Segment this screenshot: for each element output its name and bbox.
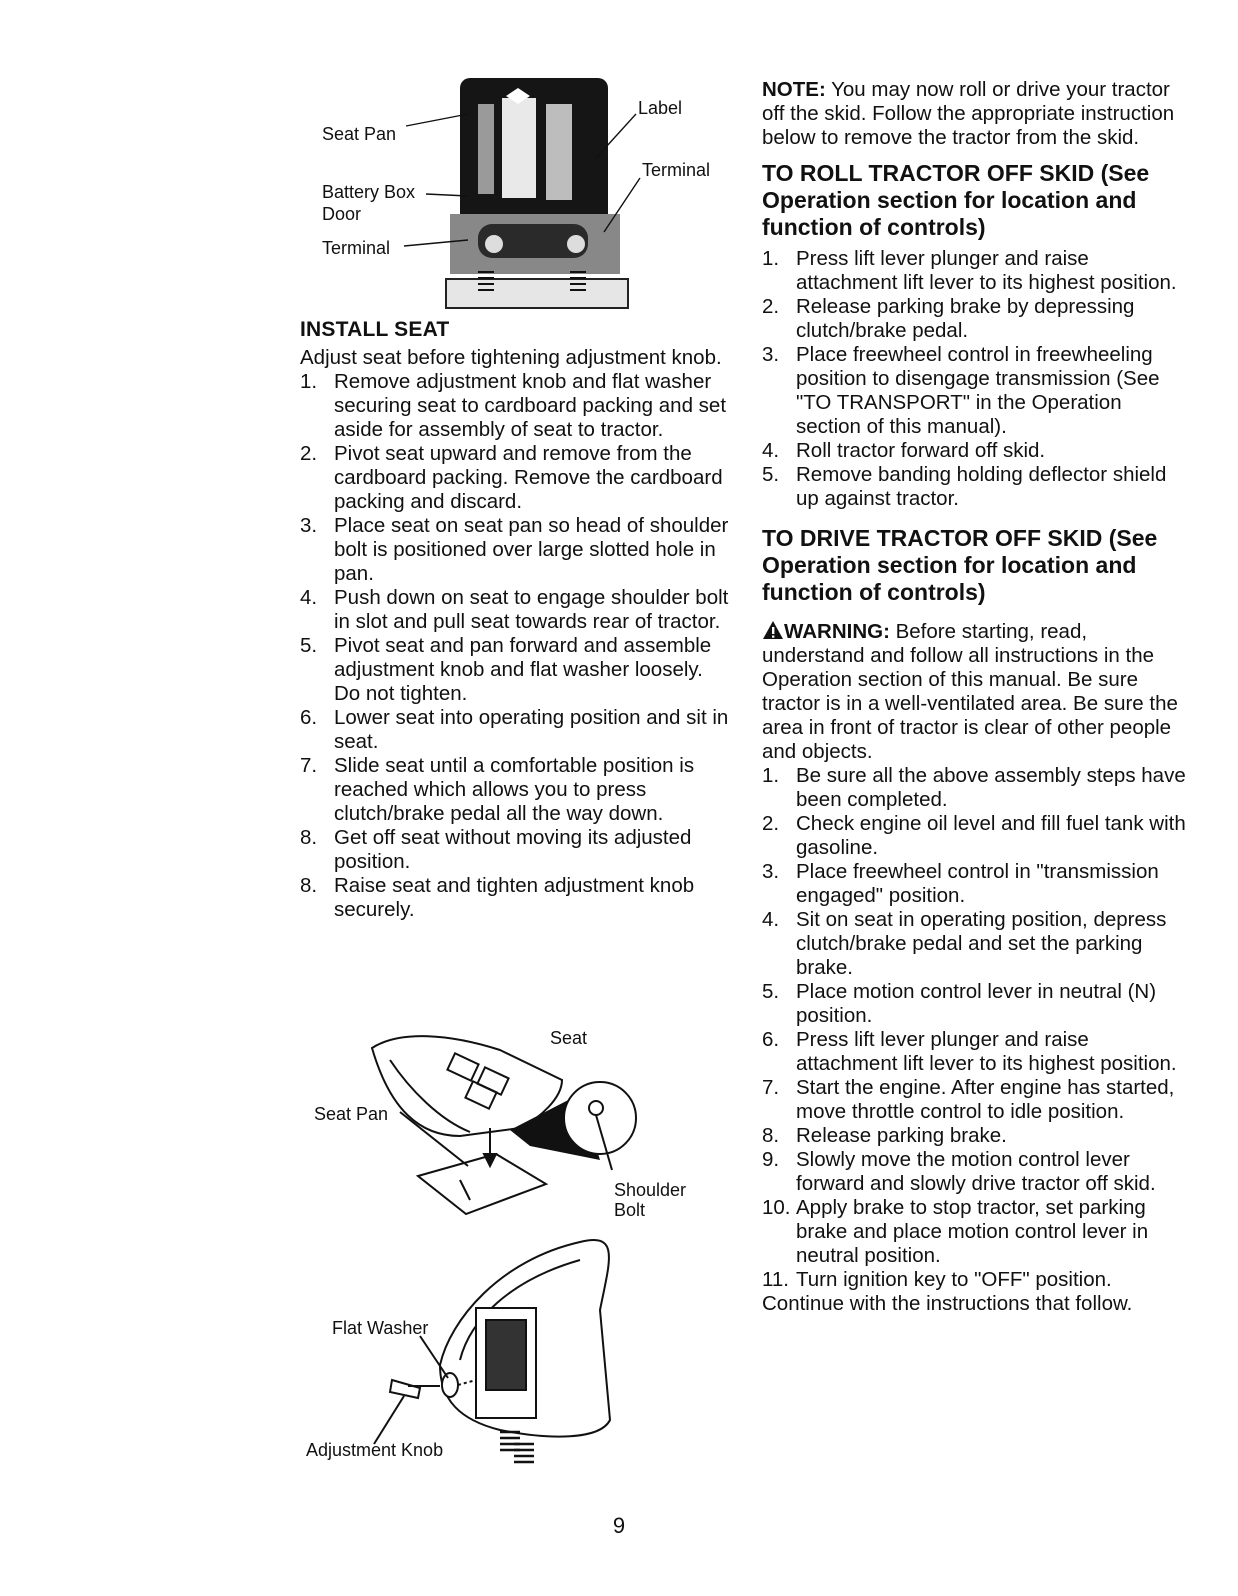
seat-assembly-illustration bbox=[300, 1020, 720, 1470]
roll-off-heading: TO ROLL TRACTOR OFF SKID (See Operation section for location and function of controls) bbox=[762, 160, 1150, 240]
drive-off-steps bbox=[762, 764, 1192, 1292]
list-item: 5. Place motion control lever in neutral (N) position. bbox=[762, 980, 1157, 1027]
list-item: 4. Roll tractor forward off skid. bbox=[762, 439, 1046, 462]
install-seat-section bbox=[300, 318, 732, 922]
list-item: 8. Release parking brake. bbox=[762, 1124, 1007, 1147]
list-item: 1. Press lift lever plunger and raise attachment lift lever to its highest position. bbox=[762, 247, 1177, 294]
note-paragraph bbox=[762, 78, 1192, 150]
drive-off-heading: TO DRIVE TRACTOR OFF SKID (See Operation section for location and function of controls) bbox=[762, 525, 1158, 605]
roll-off-steps bbox=[762, 247, 1192, 511]
label-terminal-left: Terminal bbox=[322, 238, 391, 258]
list-item: 6. Lower seat into operating position and sit in seat. bbox=[300, 706, 729, 753]
note-label: NOTE: bbox=[762, 78, 826, 101]
list-item: 3. Place seat on seat pan so head of shoulder bolt is positioned over large slotted hole in pan. bbox=[300, 514, 729, 585]
remove-from-skid-section bbox=[762, 78, 1192, 1316]
label-adjustment-knob: Adjustment Knob bbox=[306, 1440, 444, 1460]
label-shoulder: Shoulder bbox=[614, 1180, 687, 1200]
warning-text: Before starting, read, understand and follow all instructions in the Operation section of this manual. Be sure tractor is in a well-ventilated area. Be sure the area in front of tractor is clear of other people and objects. bbox=[762, 620, 1178, 763]
list-item: 7. Start the engine. After engine has started, move throttle control to idle position. bbox=[762, 1076, 1175, 1123]
label-label: Label bbox=[638, 98, 683, 118]
list-item: 2. Check engine oil level and fill fuel tank with gasoline. bbox=[762, 812, 1186, 859]
label-battery-box: Battery Box bbox=[322, 182, 416, 202]
list-item: 3. Place freewheel control in freewheeling position to disengage transmission (See "TO TRANSPORT" in the Operation section of this manual). bbox=[762, 343, 1160, 438]
seat-assembly-figure bbox=[300, 1020, 720, 1470]
label-bolt: Bolt bbox=[614, 1200, 646, 1220]
install-seat-steps bbox=[300, 370, 732, 922]
list-item: 8. Get off seat without moving its adjusted position. bbox=[300, 826, 692, 873]
list-item: 9. Slowly move the motion control lever forward and slowly drive tractor off skid. bbox=[762, 1148, 1156, 1195]
list-item: 3. Place freewheel control in "transmission engaged" position. bbox=[762, 860, 1159, 907]
label-seat-pan: Seat Pan bbox=[322, 124, 397, 144]
label-flat-washer: Flat Washer bbox=[332, 1318, 429, 1338]
warning-paragraph bbox=[762, 620, 1192, 764]
label-seat-pan-2: Seat Pan bbox=[314, 1104, 389, 1124]
list-item: 4. Push down on seat to engage shoulder bolt in slot and pull seat towards rear of tractor. bbox=[300, 586, 729, 633]
list-item: 5. Pivot seat and pan forward and assemble adjustment knob and flat washer loosely. Do not tighten. bbox=[300, 634, 712, 705]
list-item: 11. Turn ignition key to "OFF" position. bbox=[762, 1268, 1112, 1291]
list-item: 10. Apply brake to stop tractor, set parking brake and place motion control lever in neutral position. bbox=[762, 1196, 1149, 1267]
install-seat-heading: INSTALL SEAT bbox=[300, 318, 450, 341]
list-item: 4. Sit on seat in operating position, depress clutch/brake pedal and set the parking brake. bbox=[762, 908, 1167, 979]
list-item: 2. Release parking brake by depressing clutch/brake pedal. bbox=[762, 295, 1135, 342]
label-seat: Seat bbox=[550, 1028, 588, 1048]
warning-label: WARNING: bbox=[784, 620, 890, 643]
label-door: Door bbox=[322, 204, 362, 224]
list-item: 7. Slide seat until a comfortable position is reached which allows you to press clutch/brake pedal all the way down. bbox=[300, 754, 695, 825]
label-terminal-right: Terminal bbox=[642, 160, 711, 180]
list-item: 1. Be sure all the above assembly steps have been completed. bbox=[762, 764, 1186, 811]
list-item: 2. Pivot seat upward and remove from the cardboard packing. Remove the cardboard packing and discard. bbox=[300, 442, 723, 513]
warning-triangle-icon bbox=[762, 620, 784, 640]
list-item: 6. Press lift lever plunger and raise attachment lift lever to its highest position. bbox=[762, 1028, 1177, 1075]
battery-box-figure bbox=[318, 74, 738, 314]
list-item: 1. Remove adjustment knob and flat washer securing seat to cardboard packing and set aside for assembly of seat to tractor. bbox=[300, 370, 727, 441]
install-seat-intro: Adjust seat before tightening adjustment knob. bbox=[300, 346, 722, 369]
note-text: You may now roll or drive your tractor off the skid. Follow the appropriate instruction below to remove the tractor from the skid. bbox=[762, 78, 1175, 149]
list-item: 5. Remove banding holding deflector shield up against tractor. bbox=[762, 463, 1167, 510]
page-number: 9 bbox=[612, 1513, 626, 1538]
closing-text: Continue with the instructions that follow. bbox=[762, 1292, 1133, 1315]
list-item: 8. Raise seat and tighten adjustment knob securely. bbox=[300, 874, 695, 921]
